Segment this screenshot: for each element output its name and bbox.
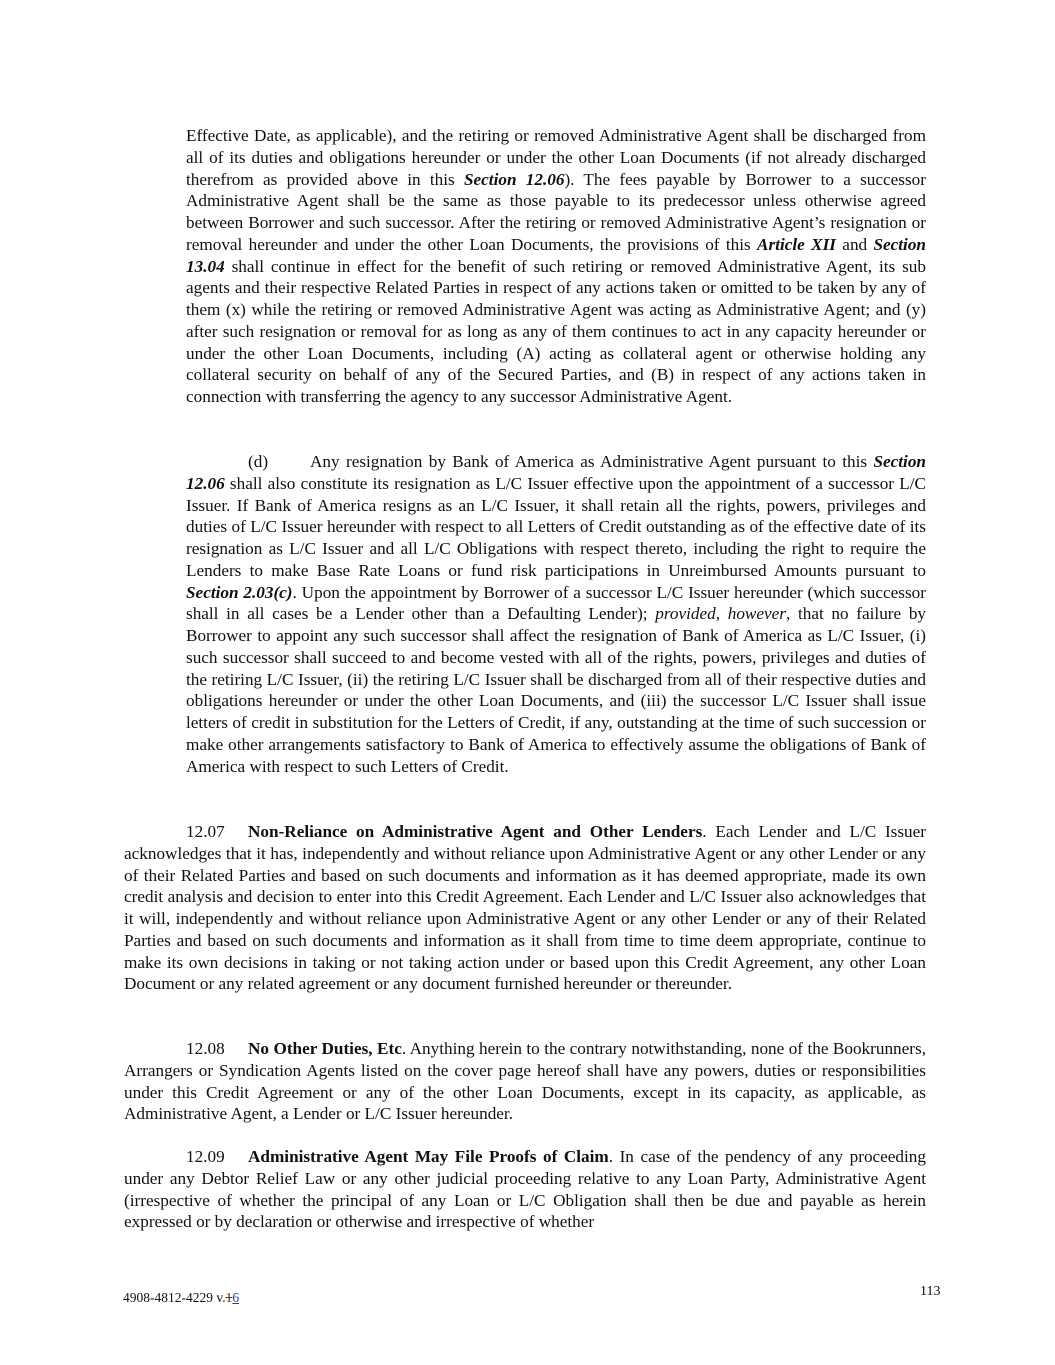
text-run: . In case of the pendency of any proceeding under any Debtor Relief Law or any other judicial proceeding relative to any Loan Party, Administrative Agent (irrespective of whether the principal of any Loan or L/C Obligation shall then be due and payable as herein expressed or by declaration or otherwise and irrespective of whether — [124, 1147, 926, 1232]
italic-term: however — [727, 604, 786, 624]
italic-term: provided — [655, 604, 716, 624]
section-12-09 — [124, 1146, 926, 1233]
section-reference: Section 13.04 — [186, 234, 926, 276]
section-number: 12.09 — [186, 1147, 225, 1166]
text-run: shall also constitute its resignation as L/C Issuer effective upon the appointment of a successor L/C Issuer. If Bank of America resigns as an L/C Issuer, it shall retain all the rights, powers, privileges and duties of L/C Issuer hereunder with respect to all Letters of Credit outstanding as of the effective date of its resignation as L/C Issuer and all L/C Obligations with respect thereto, including the right to require the Lenders to make Base Rate Loans or fund risk participations in Unreimbursed Amounts pursuant to — [186, 473, 926, 580]
paragraph-continuation — [186, 125, 926, 408]
text-run: , — [715, 604, 728, 624]
section-12-07 — [124, 821, 926, 995]
text-run: Any resignation by Bank of America as Administrative Agent pursuant to this — [310, 452, 874, 471]
doc-id-text: 4908-4812-4229 v. — [123, 1290, 226, 1305]
section-reference: Section 2.03(c) — [186, 582, 293, 602]
footer-document-id — [123, 1290, 239, 1306]
text-run: and — [835, 234, 874, 254]
section-heading: No Other Duties, Etc — [248, 1039, 402, 1058]
section-12-08 — [124, 1038, 926, 1125]
text-run: Effective Date, as applicable), and the retiring or removed Administrative Agent shall be discharged from all of its duties and obligations hereunder or under the other Loan Documents (if not already discharged therefrom as provided above in this — [186, 126, 926, 189]
section-reference: Section 12.06 — [186, 452, 926, 493]
text-run: , that no failure by Borrower to appoint any such successor shall affect the resignation of Bank of America as L/C Issuer, (i) such successor shall succeed to and become vested with all of the rights, powers, privileges and duties of the retiring L/C Issuer, (ii) the retiring L/C Issuer shall be discharged from all of their respective duties and obligations hereunder or under the other Loan Documents, and (iii) the successor L/C Issuer shall issue letters of credit in substitution for the Letters of Credit, if any, outstanding at the time of such succession or make other arrangements satisfactory to Bank of America to effectively assume the obligations of Bank of America with respect to such Letters of Credit. — [186, 604, 927, 776]
deleted-version: 1 — [225, 1290, 233, 1305]
section-number: 12.08 — [186, 1039, 225, 1058]
text-run: shall continue in effect for the benefit of such retiring or removed Administrative Agent, its sub agents and their respective Related Parties in respect of any actions taken or omitted to be taken by any of them (x) while the retiring or removed Administrative Agent was acting as Administrative Agent; and (y) after such resignation or removal for as long as any of them continues to act in any capacity hereunder or under the other Loan Documents, including (A) acting as collateral agent or otherwise holding any collateral security on behalf of any of the Secured Parties, and (B) in respect of any actions taken in connection with transferring the agency to any successor Administrative Agent. — [186, 256, 926, 406]
inserted-version: 6 — [232, 1290, 240, 1305]
text-run: . Anything herein to the contrary notwithstanding, none of the Bookrunners, Arrangers or Syndication Agents listed on the cover page hereof shall have any powers, duties or responsibilities under this Credit Agreement or any of the other Loan Documents, except in its capacity, as applicable, as Administrative Agent, a Lender or L/C Issuer hereunder. — [124, 1039, 926, 1124]
clause-label: (d) — [248, 452, 269, 471]
section-reference: Section 12.06 — [463, 169, 565, 189]
text-run: . Upon the appointment by Borrower of a successor L/C Issuer hereunder (which successor shall in all cases be a Lender other than a Defaulting Lender); — [186, 582, 926, 624]
text-run: ). The fees payable by Borrower to a successor Administrative Agent shall be the same as those payable to its predecessor unless otherwise agreed between Borrower and such successor. After the retiring or removed Administrative Agent’s resignation or removal hereunder and under the other Loan Documents, the provisions of this — [186, 169, 926, 254]
article-reference: Article XII — [757, 234, 836, 254]
section-number: 12.07 — [186, 822, 225, 841]
section-heading: Non-Reliance on Administrative Agent and Other Lenders — [248, 822, 703, 841]
page-number: 113 — [920, 1284, 941, 1299]
text-run: . Each Lender and L/C Issuer acknowledges that it has, independently and without reliance upon Administrative Agent or any other Lender or any of their Related Parties and based on such documents and information as it has deemed appropriate, made its own credit analysis and decision to enter into this Credit Agreement. Each Lender and L/C Issuer also acknowledges that it will, independently and without reliance upon Administrative Agent or any other Lender or any of their Related Parties and based on such documents and information as it shall from time to time deem appropriate, continue to make its own decisions in taking or not taking action under or based upon this Credit Agreement, any other Loan Document or any related agreement or any document furnished hereunder or thereunder. — [124, 822, 926, 994]
section-heading: Administrative Agent May File Proofs of Claim — [248, 1147, 609, 1166]
paragraph-d — [186, 451, 926, 777]
